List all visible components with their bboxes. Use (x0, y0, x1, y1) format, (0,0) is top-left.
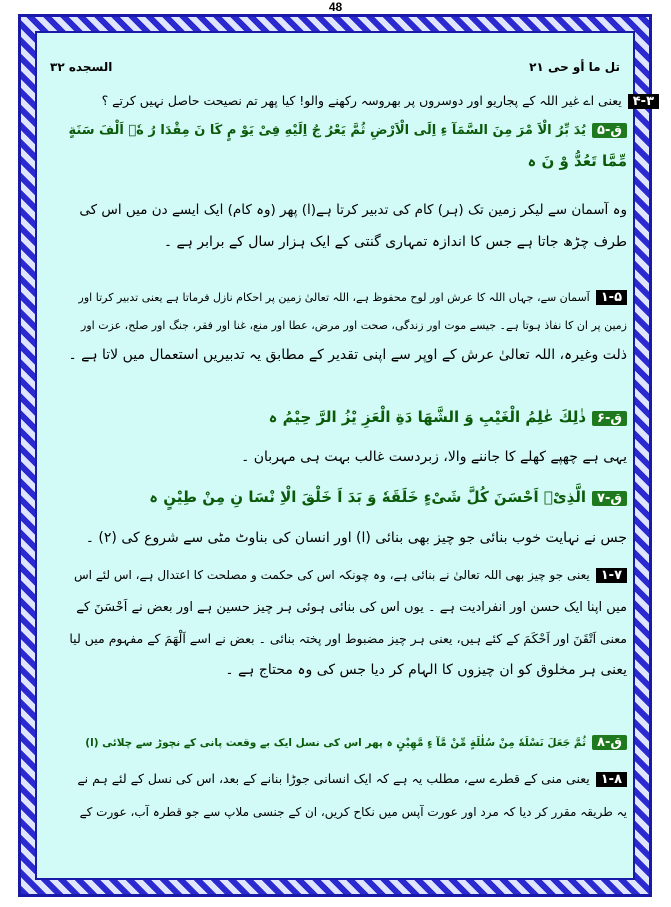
ayah-tag: ق-۶ (592, 411, 627, 426)
note-text: یعنی جو چیز بھی اللہ تعالیٰ نے بنائی ہے، وہ چونکہ اس کی حکمت و مصلحت کا اعتدال ہے، اس لئے اس (73, 568, 590, 582)
running-header (50, 60, 620, 84)
ayah-tag: ق-۷ (592, 491, 627, 506)
translation-text: وہ آسمان سے لیکر زمین تک (ہر) کام کی تدبیر کرتا ہے(ا) پھر (وہ کام) ایک ایسے دن میں اس کی (79, 202, 627, 218)
ayah-text: یُدَ بِّرُ الْاَ مْرَ مِنَ السَّمَآ ءِ اِلَى الْاَرْضِ ثُمَّ یَعْرُ جُ اِلَیْهِ فِیْ یَوْ مٍ كَا نَ مِقْدَا رُ هٗۤ اَلْفَ سَنَةٍ (68, 123, 587, 138)
translation-text: طرف چڑھ جاتا ہے جس کا اندازہ تمہاری گنتی کے ایک ہزار سال کے برابر ہے ۔ (163, 234, 627, 250)
ayah-text: مِّمَّا تَعُدُّ وْ نَ ہ (527, 152, 627, 170)
ayah-text: ثُمَّ جَعَلَ نَسْلَهٗ مِنْ سُلٰلَةٍ مِّنْ مَّآ ءٍ مَّهِیْنٍ ہ پھر اس کی نسل ایک بے وقعت پانی کے نچوڑ سے چلائی (ا) (85, 737, 587, 749)
page-number: 48 (328, 0, 343, 14)
note-tag: ۴-۳ (628, 94, 659, 109)
note-tag: ۱-۵ (596, 290, 627, 305)
ayah-tag: ق-۸ (592, 735, 627, 750)
note-line (76, 596, 627, 620)
note-line (74, 563, 627, 587)
ayah-line (269, 404, 627, 430)
translation-line (79, 198, 627, 222)
ayah-line (85, 730, 627, 756)
note-text: ذلت وغیرہ، اللہ تعالیٰ عرش کے اوپر سے اپنی تقدیر کے مطابق یہ تدبیریں استعمال میں لاتا ہے ۔ (68, 347, 627, 363)
note-line (80, 800, 627, 824)
note-text: یعنی اے غیر اللہ کے پجاریو اور دوسروں پر بھروسہ رکھنے والو! کیا پھر تم نصیحت حاصل نہیں کرتے ؟ (101, 93, 622, 108)
note-text: آسمان سے، جہاں اللہ کا عرش اور لوح محفوظ ہے، اللہ تعالیٰ زمین پر احکام نازل فرماتا ہے یعنی تدبیر کرتا اور (78, 291, 590, 304)
ayah-tag: ق-۵ (592, 123, 627, 138)
note-text: یعنی ہر مخلوق کو ان چیزوں کا الہام کر دیا جس کی وہ محتاج ہے ۔ (225, 662, 627, 678)
ayah-line (149, 484, 627, 510)
header-para-name: تل ما أو حى ۲۱ (529, 60, 620, 74)
note-text: یعنی منی کے قطرے سے، مطلب یہ ہے کہ ایک انسانی جوڑا بنانے کے بعد، اس کی نسل کے لئے ہم نے (77, 771, 590, 786)
ayah-text: الَّذِیْۤ اَحْسَنَ كُلَّ شَیْءٍ خَلَقَهٗ وَ بَدَ اَ خَلْقَ الْاِ نْسَا نِ مِنْ طِیْنٍ ہ (149, 488, 587, 506)
note-line (225, 658, 627, 682)
note-text: زمین پر ان کا نفاذ ہوتا ہے۔ جیسے موت اور زندگی، صحت اور مرض، عطا اور منع، غنا اور فقر، جنگ اور صلح، عزت اور (81, 319, 627, 332)
note-line (102, 89, 659, 113)
note-tag: ۱-۸ (596, 772, 627, 787)
note-line (79, 286, 627, 310)
translation-line (86, 526, 627, 550)
note-text: میں اپنا ایک حسن اور انفرادیت ہے ۔ یوں اس کی بنائی ہوئی ہر چیز حسین ہے اور بعض نے اَحْسَنَ کے (76, 600, 627, 615)
translation-line (164, 230, 627, 254)
note-text: یہ طریقہ مقرر کر دیا کہ مرد اور عورت آپس میں نکاح کریں، ان کے جنسی ملاپ سے جو قطرہ آب، عورت کے (79, 805, 627, 819)
note-line (81, 314, 627, 338)
translation-text: جس نے نہایت خوب بنائی جو چیز بھی بنائی (ا) اور انسان کی بناوٹ مٹی سے شروع کی (۲) ۔ (85, 530, 627, 546)
translation-line (241, 445, 627, 469)
note-text: معنی اَتْقَنَ اور اَحْكَمَ کے کئے ہیں، یعنی ہر چیز مضبوط اور پختہ بنائی ۔ بعض نے اسے اَلْهَمَ کے مفہوم میں لیا (69, 631, 627, 646)
translation-text: یہی ہے چھپے کھلے کا جاننے والا، زبردست غالب بہت ہی مہربان ۔ (241, 449, 627, 465)
note-line (68, 343, 627, 367)
ayah-text: ذٰلِكَ عٰلِمُ الْغَیْبِ وَ الشَّهَا دَةِ الْعَزِ یْزُ الرَّ حِیْمُ ہ (268, 408, 587, 426)
note-line (69, 627, 627, 651)
ayah-line (69, 118, 628, 144)
note-tag: ۱-۷ (596, 568, 627, 583)
ayah-line (527, 148, 627, 174)
header-surah-name: السجده ۳۲ (50, 60, 113, 74)
note-line (77, 767, 627, 791)
